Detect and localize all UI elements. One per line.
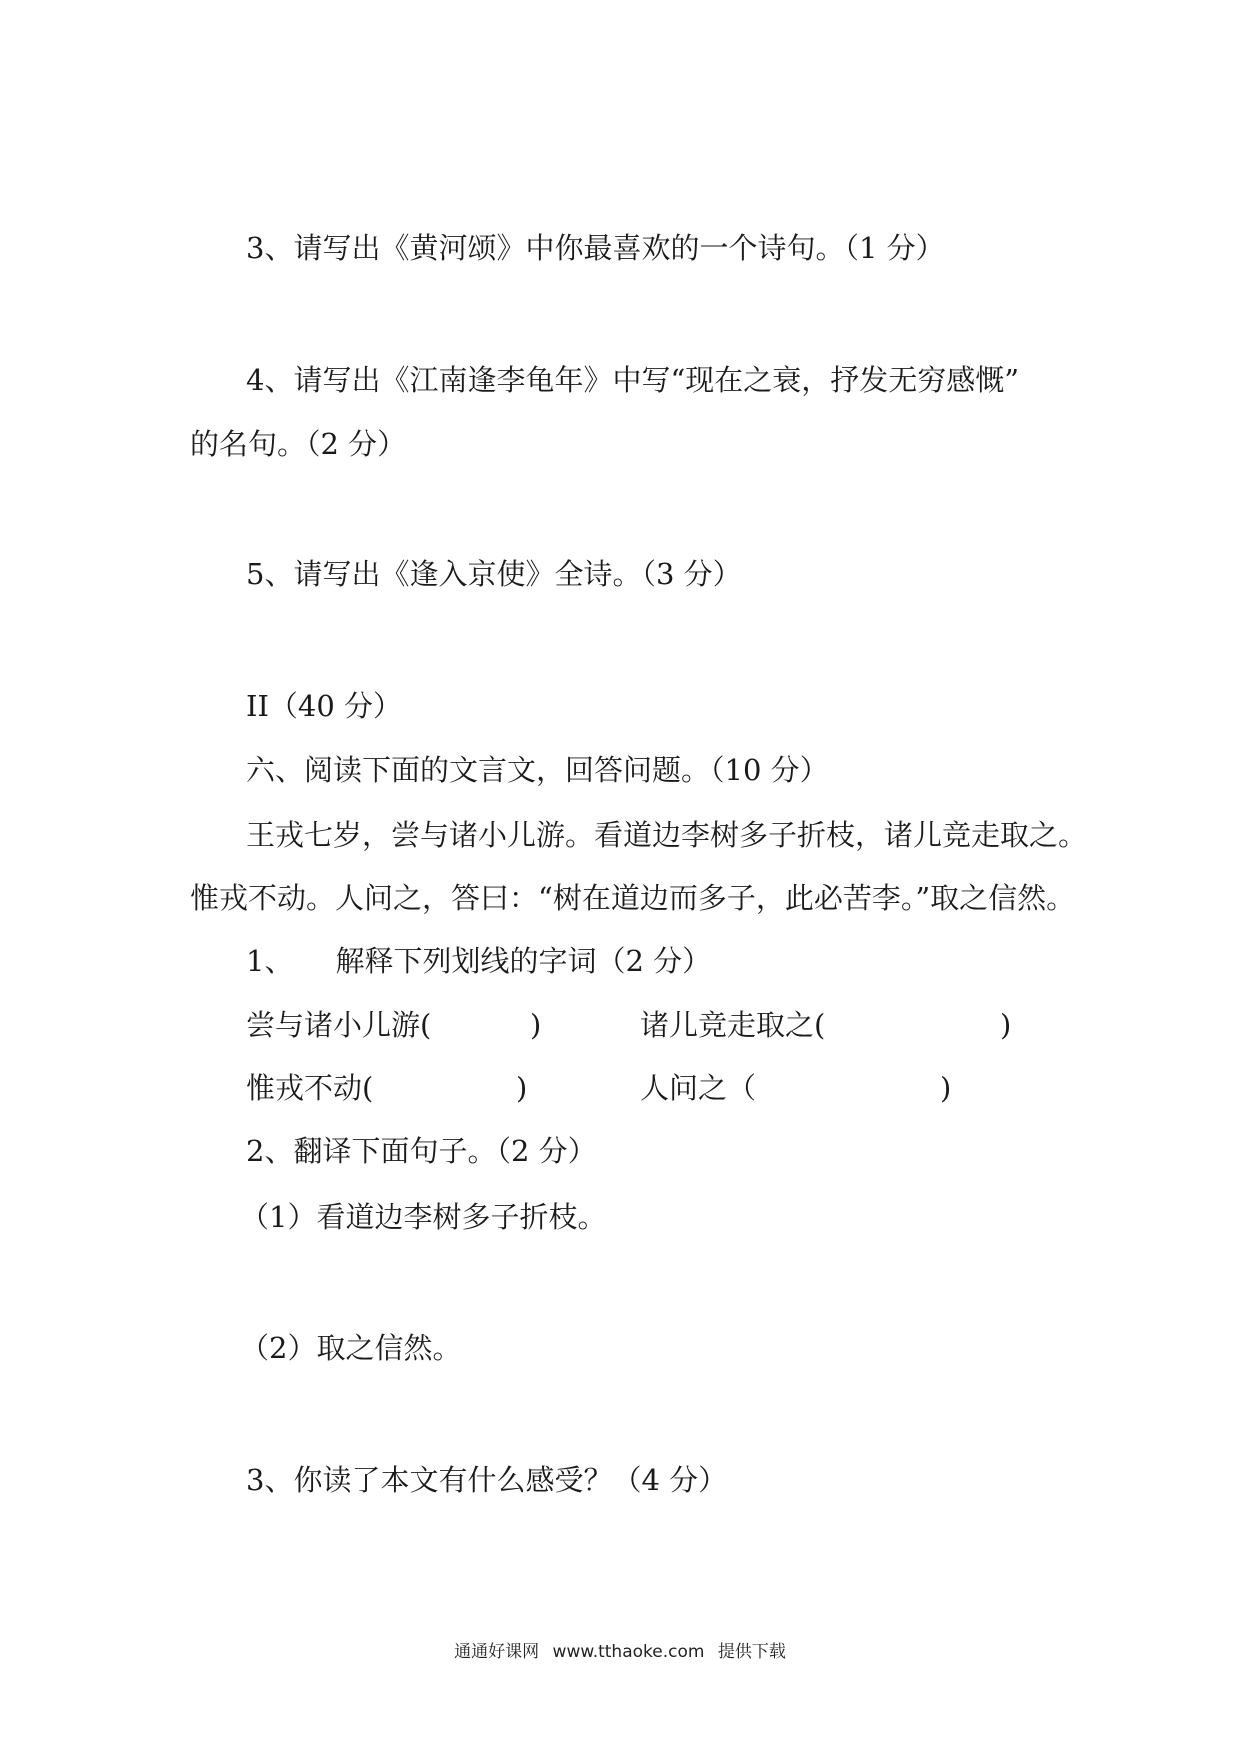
subquestion-2: 2、翻译下面句子。（2 分） — [246, 1134, 597, 1168]
part-title: 六、阅读下面的文言文，回答问题。（10 分） — [246, 753, 829, 787]
subquestion-1-text: 解释下列划线的字词（2 分） — [335, 944, 712, 978]
passage-line2: 惟戎不动。人问之，答曰：“树在道边而多子，此必苦李。”取之信然。 — [190, 881, 1076, 915]
section-heading: II（40 分） — [246, 689, 403, 723]
translate-item-1: （1）看道边李树多子折枝。 — [240, 1200, 607, 1234]
vocab-item-4: 人问之（ — [640, 1071, 757, 1105]
question-4-line1: 4、请写出《江南逢李龟年》中写“现在之衰，抒发无穷感慨” — [246, 363, 1020, 397]
vocab-item-1-close: ) — [530, 1008, 542, 1042]
subquestion-1-number: 1、 — [246, 944, 294, 978]
passage-line1: 王戎七岁，尝与诸小儿游。看道边李树多子折枝，诸儿竞走取之。 — [246, 818, 1088, 852]
footer-url[interactable]: www.tthaoke.com — [552, 1642, 705, 1662]
page-footer — [0, 1640, 1240, 1664]
vocab-item-2-close: ) — [1000, 1008, 1012, 1042]
vocab-item-3-close: ) — [516, 1071, 528, 1105]
question-5: 5、请写出《逢入京使》全诗。（3 分） — [246, 557, 742, 591]
footer-site-name: 通通好课网 — [454, 1642, 540, 1662]
subquestion-3: 3、你读了本文有什么感受？（4 分） — [246, 1463, 728, 1497]
question-4-line2: 的名句。（2 分） — [190, 427, 407, 461]
vocab-item-2: 诸儿竞走取之( — [640, 1008, 826, 1042]
vocab-item-3: 惟戎不动( — [246, 1071, 374, 1105]
translate-item-2: （2）取之信然。 — [240, 1331, 462, 1365]
vocab-item-4-close: ) — [940, 1071, 952, 1105]
question-3: 3、请写出《黄河颂》中你最喜欢的一个诗句。（1 分） — [246, 231, 945, 265]
subquestion-1 — [246, 941, 711, 981]
vocab-item-1: 尝与诸小儿游( — [246, 1008, 432, 1042]
footer-suffix: 提供下载 — [717, 1642, 786, 1662]
